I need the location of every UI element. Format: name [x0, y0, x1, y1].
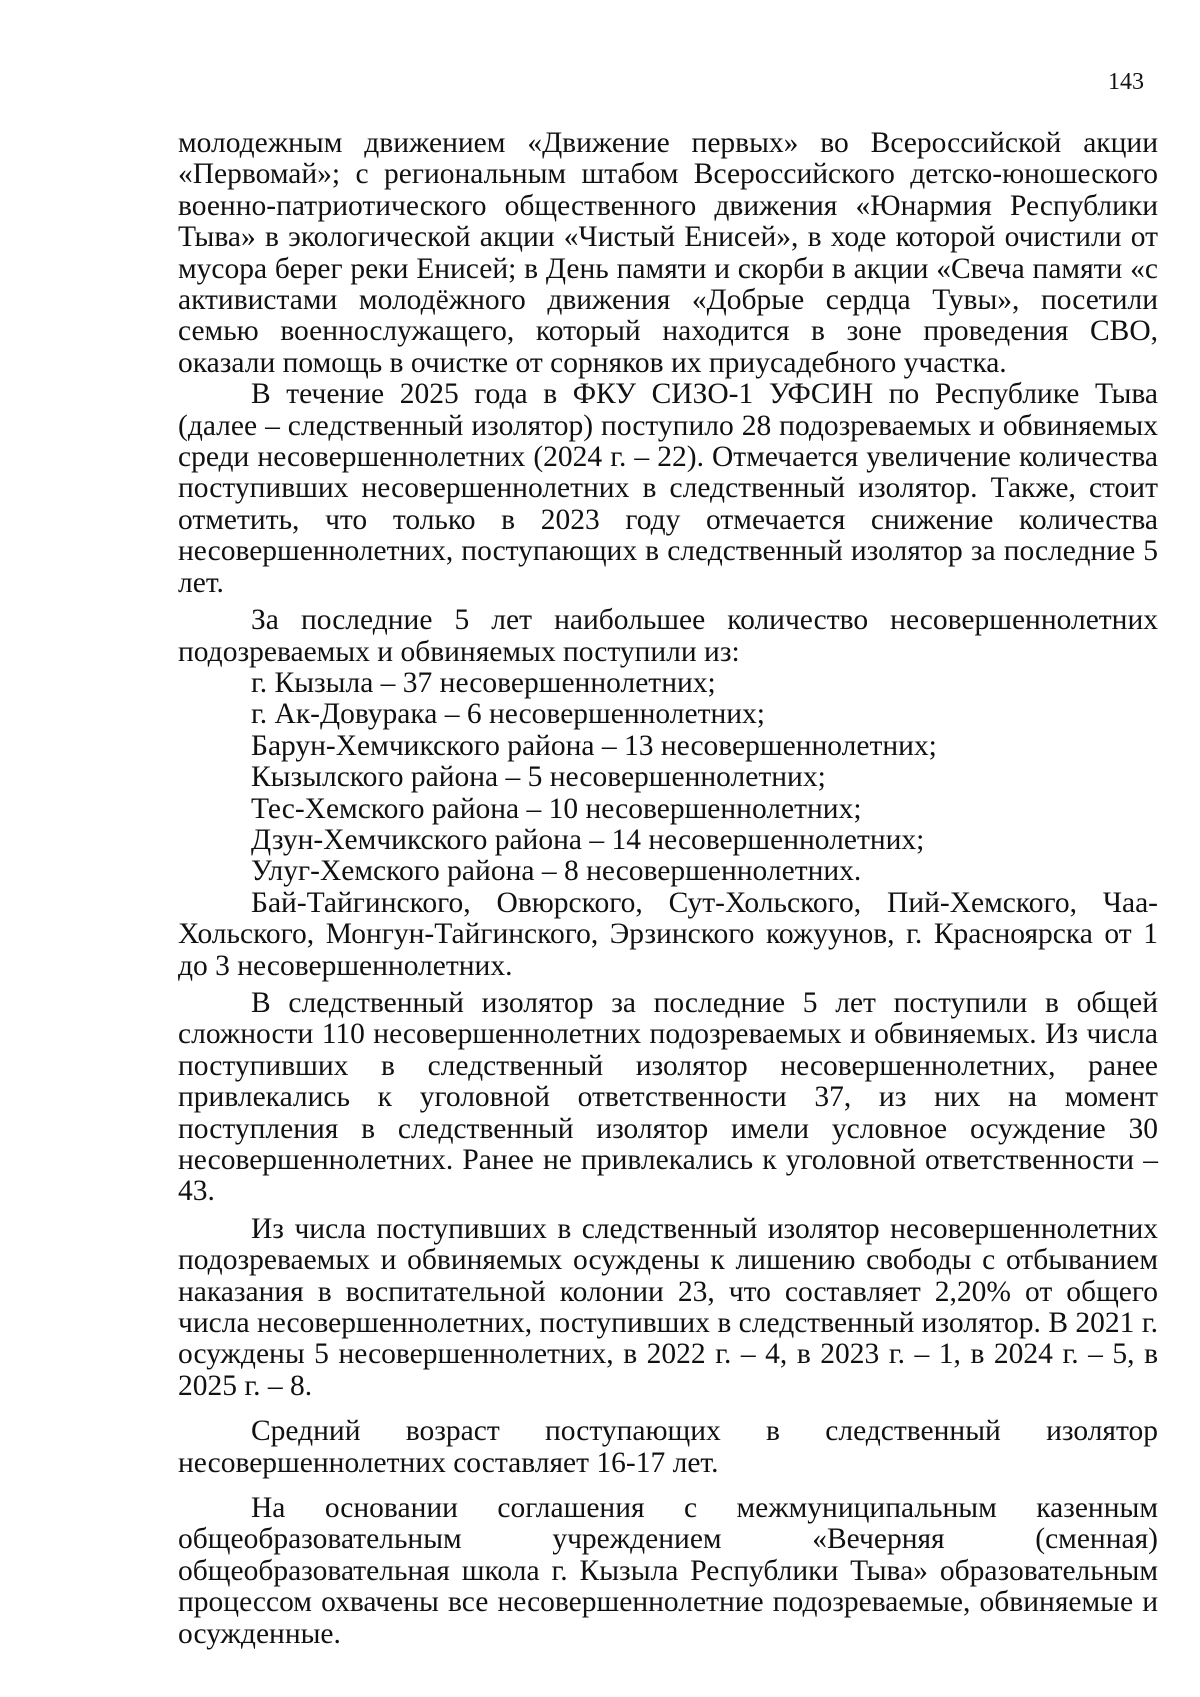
- paragraph-education: На основании соглашения с межмуниципальным казенным общеобразовательным учреждением «Вечерняя (сменная) общеобразовательная школа г. Кызыла Республики Тыва» образовательным процессом охвачены все несовершеннолетние подозреваемые, обвиняемые и осужденные.: [178, 1492, 1158, 1650]
- list-item: Кызылского района – 5 несовершеннолетних;: [251, 761, 826, 794]
- paragraph-average-age: Средний возраст поступающих в следственный изолятор несовершеннолетних составляет 16-17 лет.: [178, 1415, 1158, 1479]
- list-item: Улуг-Хемского района – 8 несовершеннолетних.: [251, 855, 862, 888]
- paragraph-five-year-total: В следственный изолятор за последние 5 лет поступили в общей сложности 110 несовершеннолетних подозреваемых и обвиняемых. Из числа поступивших в следственный изолятор несовершеннолетних, ранее привлекались к уголовной ответственности 37, из них на момент поступления в следственный изолятор имели условное осуждение 30 несовершеннолетних. Ранее не привлекались к уголовной ответственности – 43.: [178, 986, 1158, 1208]
- page-number: 143: [1108, 69, 1144, 95]
- paragraph-regions-intro: За последние 5 лет наибольшее количество несовершеннолетних подозреваемых и обвиняемых поступили из:: [178, 604, 1158, 668]
- body-text: [178, 128, 1158, 1650]
- list-item: г. Ак-Довурака – 6 несовершеннолетних;: [251, 698, 766, 731]
- paragraph-detention-intake-2025: В течение 2025 года в ФКУ СИЗО-1 УФСИН по Республике Тыва (далее – следственный изолятор) поступило 28 подозреваемых и обвиняемых среди несовершеннолетних (2024 г. – 22). Отмечается увеличение количества поступивших несовершеннолетних в следственный изолятор. Также, стоит отметить, что только в 2023 году отмечается снижение количества несовершеннолетних, поступающих в следственный изолятор за последние 5 лет.: [178, 378, 1158, 599]
- regions-list: [178, 668, 1158, 888]
- paragraph-youth-activities: молодежным движением «Движение первых» во Всероссийской акции «Первомай»; с региональным штабом Всероссийского детско-юношеского военно-патриотического общественного движения «Юнармия Республики Тыва» в экологической акции «Чистый Енисей», в ходе которой очистили от мусора берег реки Енисей; в День памяти и скорби в акции «Свеча памяти «с активистами молодёжного движения «Добрые сердца Тувы», посетили семью военнослужащего, который находится в зоне проведения СВО, оказали помощь в очистке от сорняков их приусадебного участка.: [178, 127, 1158, 379]
- list-item: Дзун-Хемчикского района – 14 несовершеннолетних;: [251, 823, 925, 856]
- list-item: г. Кызыла – 37 несовершеннолетних;: [251, 666, 716, 699]
- list-item: Тес-Хемского района – 10 несовершеннолетних;: [251, 792, 862, 825]
- paragraph-sentencing: Из числа поступивших в следственный изолятор несовершеннолетних подозреваемых и обвиняемых осуждены к лишению свободы с отбыванием наказания в воспитательной колонии 23, что составляет 2,20% от общего числа несовершеннолетних, поступивших в следственный изолятор. В 2021 г. осуждены 5 несовершеннолетних, в 2022 г. – 4, в 2023 г. – 1, в 2024 г. – 5, в 2025 г. – 8.: [178, 1212, 1158, 1402]
- paragraph-other-regions: Бай-Тайгинского, Овюрского, Сут-Хольского, Пий-Хемского, Чаа-Хольского, Монгун-Тайгинского, Эрзинского кожуунов, г. Красноярска от 1 до 3 несовершеннолетних.: [178, 886, 1158, 982]
- list-item: Барун-Хемчикского района – 13 несовершеннолетних;: [251, 729, 937, 762]
